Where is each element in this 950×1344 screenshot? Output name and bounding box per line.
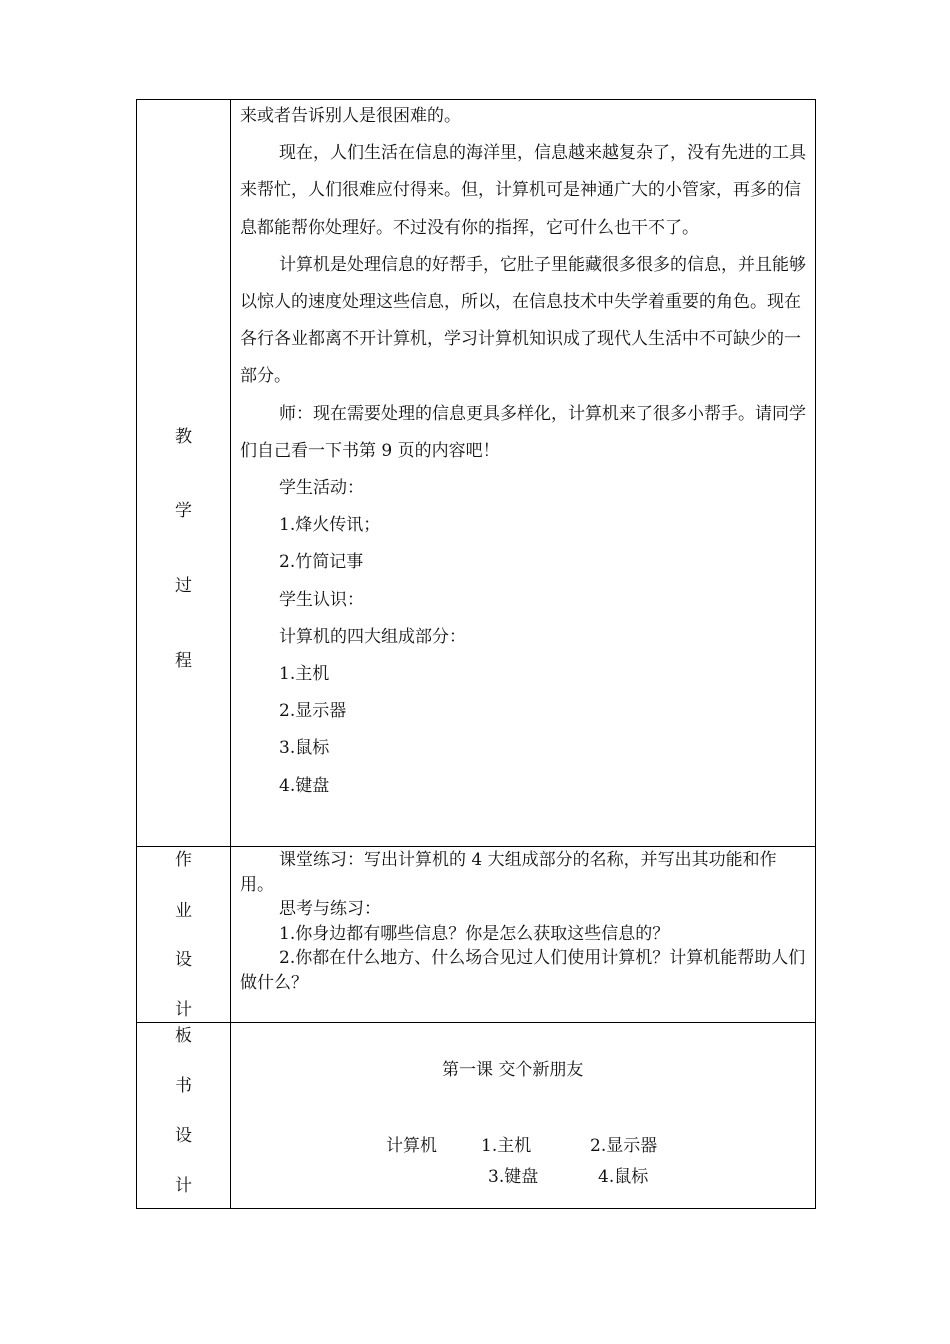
board-item: 3.键盘 xyxy=(488,1167,539,1187)
board-item: 2.显示器 xyxy=(590,1136,658,1156)
board-item: 4.鼠标 xyxy=(598,1167,649,1187)
teaching-process-content xyxy=(240,98,810,805)
column-divider xyxy=(230,100,231,1208)
list-item: 2.你都在什么地方、什么场合见过人们使用计算机？计算机能帮助人们做什么？ xyxy=(240,948,806,993)
homework-label-2: 业 xyxy=(175,901,192,921)
board-label-4: 计 xyxy=(175,1176,192,1196)
paragraph: 课堂练习：写出计算机的 4 大组成部分的名称，并写出其功能和作用。 xyxy=(240,850,777,895)
paragraph: 学生活动： xyxy=(279,478,364,499)
homework-label-3: 设 xyxy=(175,950,192,970)
list-item: 2.显示器 xyxy=(279,701,347,722)
list-item: 1.烽火传讯； xyxy=(279,515,381,536)
row-divider-2 xyxy=(137,1022,815,1023)
board-item: 1.主机 xyxy=(481,1136,532,1156)
paragraph: 师：现在需要处理的信息更具多样化，计算机来了很多小帮手。请同学们自己看一下书第 9 页的内容吧！ xyxy=(240,403,806,461)
lesson-plan-table xyxy=(136,99,816,1209)
paragraph: 计算机是处理信息的好帮手，它肚子里能藏很多很多的信息，并且能够以惊人的速度处理这些信息，所以，在信息技术中失学着重要的角色。现在各行各业都离不开计算机，学习计算机知识成了现代人生活中不可缺少的一部分。 xyxy=(240,254,806,387)
list-item: 1.主机 xyxy=(279,664,330,685)
board-root-term: 计算机 xyxy=(386,1136,437,1156)
paragraph: 现在，人们生活在信息的海洋里，信息越来越复杂了，没有先进的工具来帮忙，人们很难应付得来。但，计算机可是神通广大的小管家，再多的信息都能帮你处理好。不过没有你的指挥，它可什么也干不了。 xyxy=(240,143,806,238)
paragraph: 来或者告诉别人是很困难的。 xyxy=(240,106,461,126)
teaching-process-label-4: 程 xyxy=(175,651,192,671)
board-label-2: 书 xyxy=(175,1076,192,1096)
teaching-process-label-3: 过 xyxy=(175,576,192,596)
board-label-1: 板 xyxy=(175,1026,192,1046)
paragraph: 思考与练习： xyxy=(279,899,381,919)
board-title: 第一课 交个新朋友 xyxy=(442,1060,584,1080)
homework-label-1: 作 xyxy=(175,850,192,870)
row-divider-1 xyxy=(137,846,815,847)
paragraph: 计算机的四大组成部分： xyxy=(279,626,466,647)
paragraph: 学生认识： xyxy=(279,589,364,610)
list-item: 1.你身边都有哪些信息？你是怎么获取这些信息的？ xyxy=(279,923,670,944)
board-label-3: 设 xyxy=(175,1126,192,1146)
homework-content xyxy=(240,848,810,995)
list-item: 3.鼠标 xyxy=(279,738,330,759)
teaching-process-label-2: 学 xyxy=(175,501,192,521)
teaching-process-label-1: 教 xyxy=(175,427,192,447)
homework-label-4: 计 xyxy=(175,1000,192,1020)
list-item: 4.键盘 xyxy=(279,775,330,796)
list-item: 2.竹简记事 xyxy=(279,552,364,573)
